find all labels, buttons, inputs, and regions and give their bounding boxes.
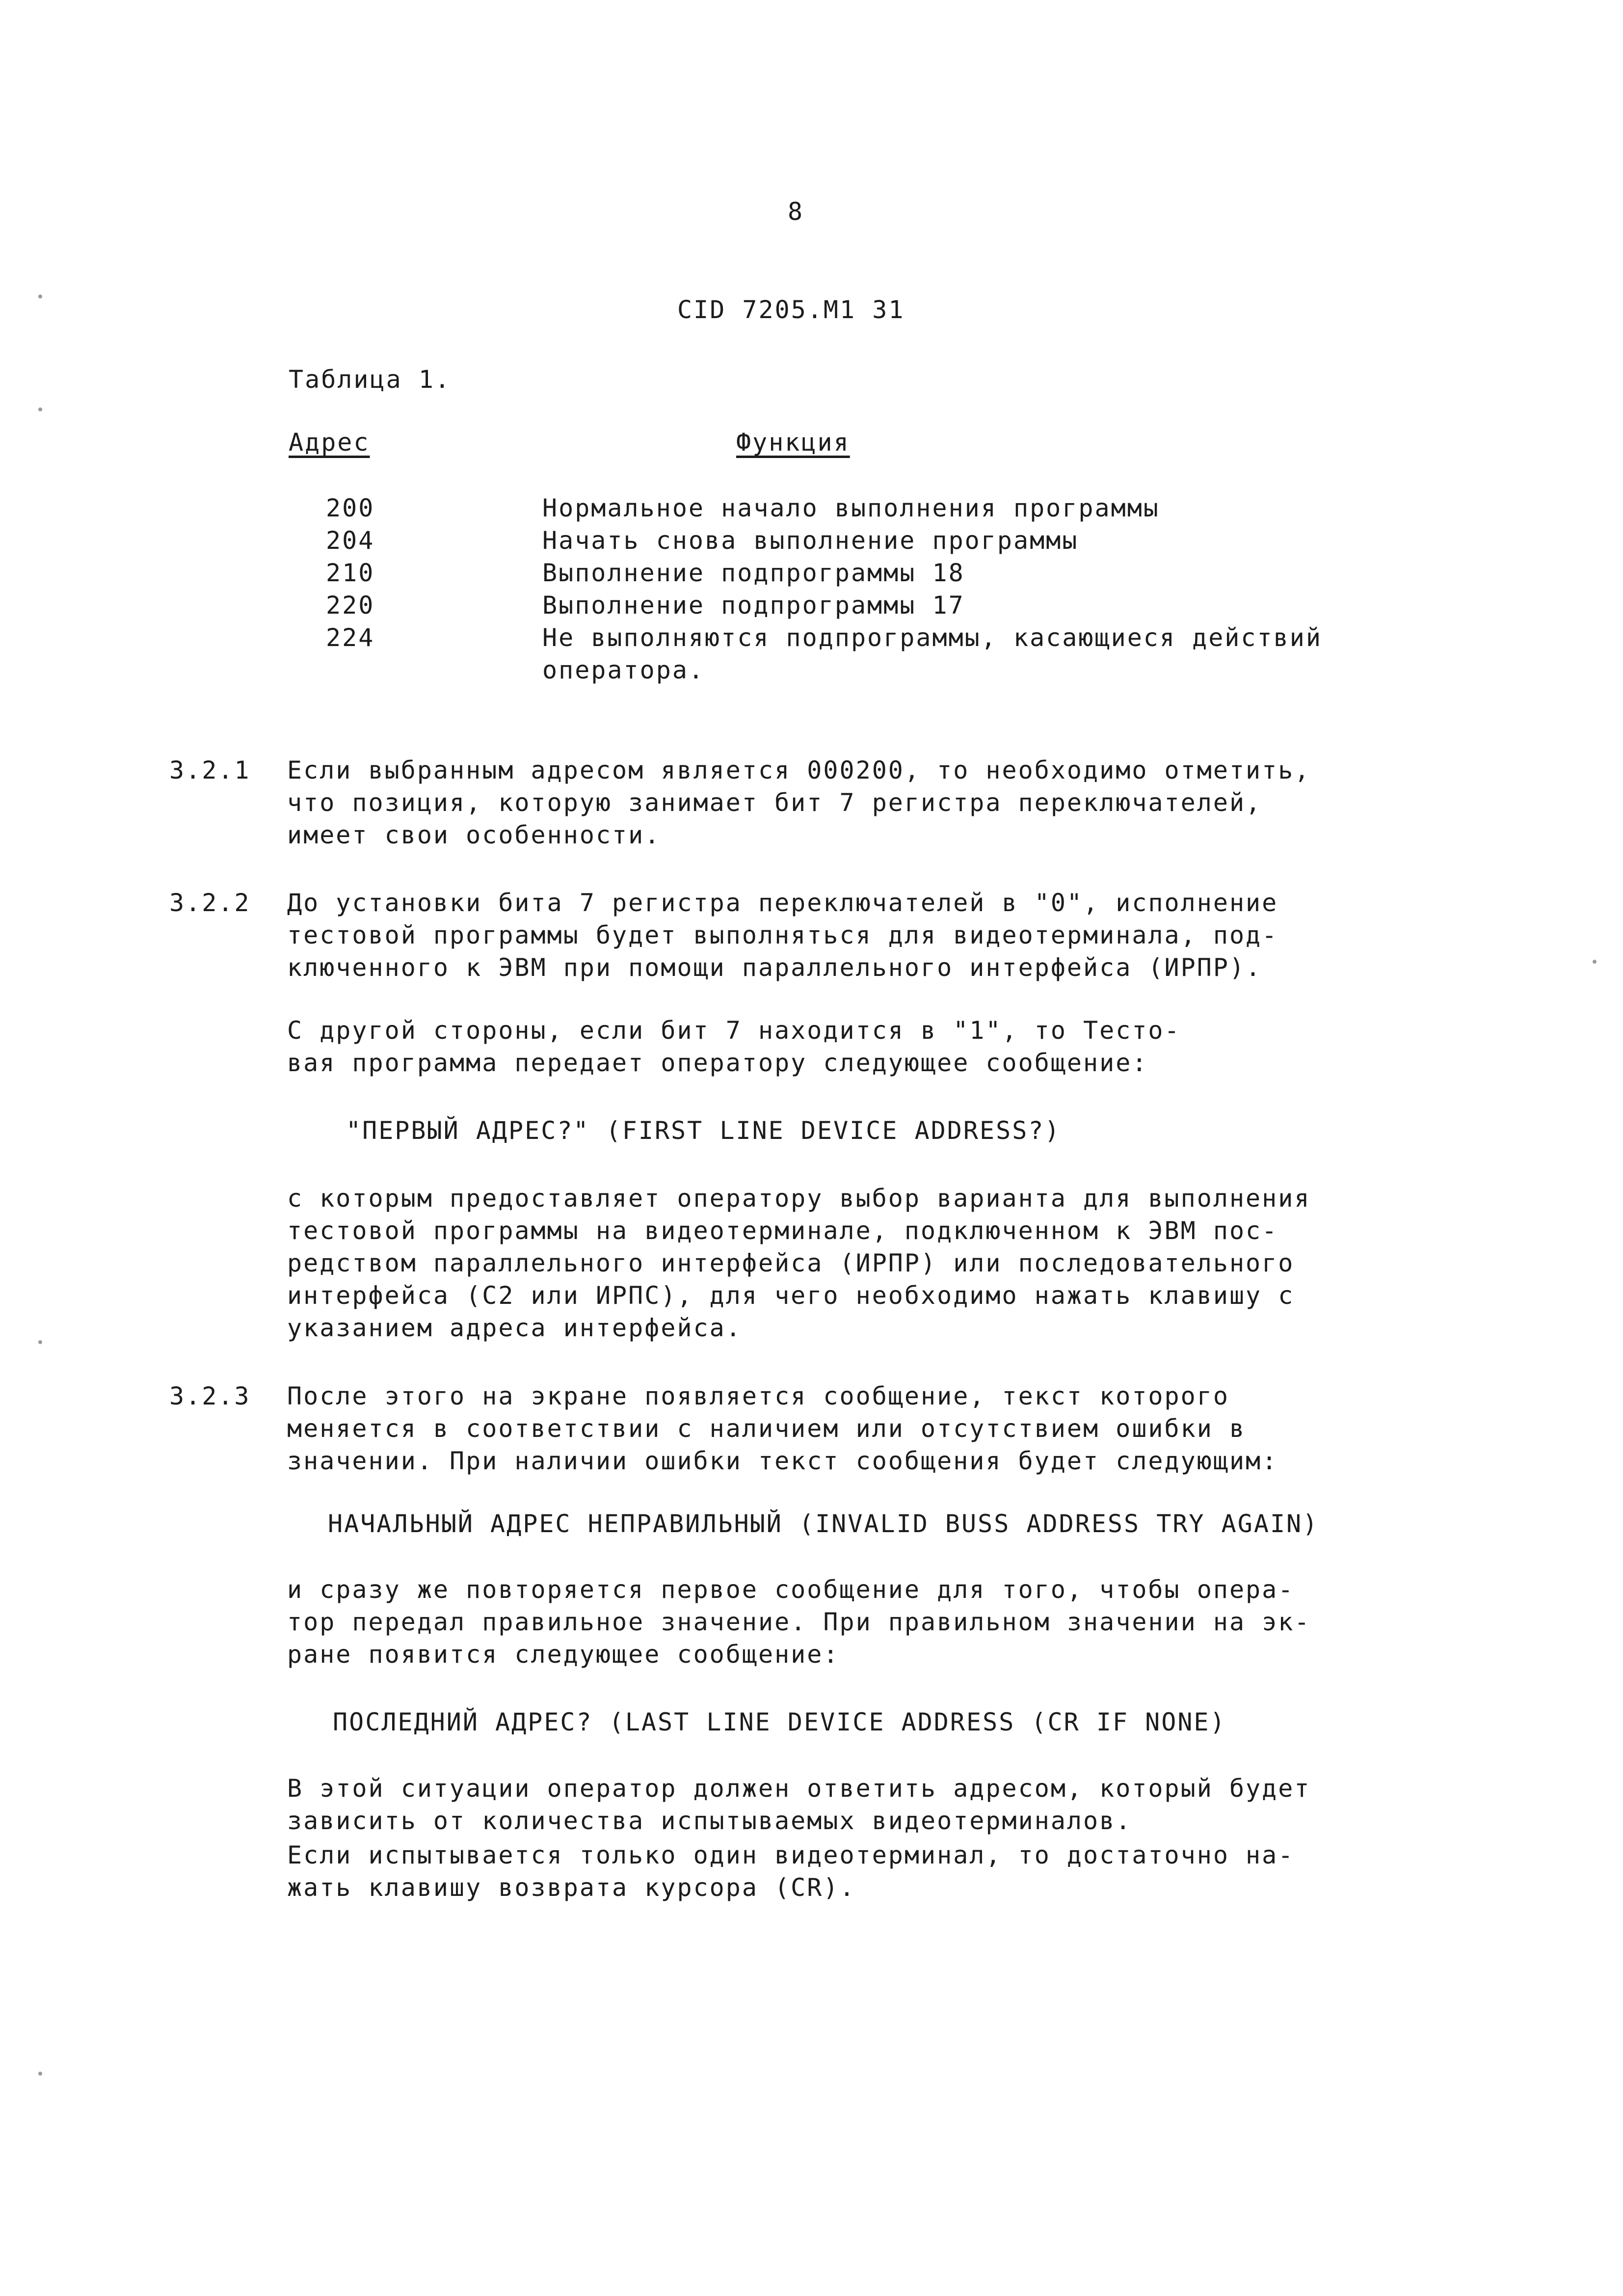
text-line: До установки бита 7 регистра переключателей в "0", исполнение [287,889,1278,917]
text-line: тестовой программы будет выполняться для видеотерминала, под- [287,921,1278,949]
column-header-address: Адрес [289,428,370,457]
text-line: меняется в соответствии с наличием или отсутствием ошибки в [287,1414,1246,1443]
table-row [0,524,1623,557]
row-address: 220 [326,591,375,620]
text-line: и сразу же повторяется первое сообщение для того, чтобы опера- [287,1575,1295,1604]
text-line: что позиция, которую занимает бит 7 регистра переключателей, [287,788,1262,817]
message-first-address: "ПЕРВЫЙ АДРЕС?" (FIRST LINE DEVICE ADDRESS?) [346,1116,1061,1145]
scan-speck [38,2072,42,2076]
paragraph-answer [287,1772,1310,1837]
table-row [0,589,1623,621]
section-3-2-3-number: 3.2.3 [169,1382,251,1410]
section-3-2-1-text [287,754,1310,851]
row-function: Выполнение подпрограммы 17 [542,591,965,620]
row-function: Нормальное начало выполнения программы [542,494,1160,522]
table-row [0,557,1623,589]
page-number: 8 [788,197,804,226]
section-3-2-3-text [287,1380,1278,1477]
text-line: тестовой программы на видеотерминале, подключенном к ЭВМ пос- [287,1216,1278,1245]
paragraph-single-terminal [287,1839,1294,1904]
scan-speck [38,407,42,411]
row-function-continued: оператора. [542,656,705,684]
text-line: Если испытывается только один видеотерминал, то достаточно на- [287,1841,1295,1869]
column-header-function: Функция [736,428,850,457]
row-function: Не выполняются подпрограммы, касающиеся действий [542,623,1322,652]
text-line: жать клавишу возврата курсора (CR). [287,1873,856,1902]
text-line: После этого на экране появляется сообщение, текст которого [287,1382,1229,1410]
text-line: В этой ситуации оператор должен ответить адресом, который будет [287,1774,1311,1803]
paragraph-other-side [287,1014,1181,1079]
paragraph-choice [287,1182,1310,1344]
table-caption: Таблица 1. [289,365,452,394]
section-3-2-2-number: 3.2.2 [169,889,251,917]
section-3-2-1-number: 3.2.1 [169,756,251,784]
section-3-2-2-text [287,887,1278,984]
scan-speck [38,295,42,298]
message-invalid-address: НАЧАЛЬНЫЙ АДРЕС НЕПРАВИЛЬНЫЙ (INVALID BUSS ADDRESS TRY AGAIN) [328,1510,1319,1538]
text-line: интерфейса (С2 или ИРПС), для чего необходимо нажать клавишу с [287,1281,1295,1310]
text-line: имеет свои особенности. [287,821,661,849]
table-row [0,492,1623,524]
text-line: Если выбранным адресом является 000200, то необходимо отметить, [287,756,1311,784]
row-address: 204 [326,526,375,555]
text-line: редством параллельного интерфейса (ИРПР) или последовательного [287,1249,1295,1277]
row-address: 210 [326,559,375,587]
text-line: значении. При наличии ошибки текст сообщения будет следующим: [287,1447,1278,1475]
text-line: зависить от количества испытываемых видеотерминалов. [287,1807,1132,1835]
text-line: ключенного к ЭВМ при помощи параллельного интерфейса (ИРПР). [287,953,1262,982]
document-header: CID 7205.M1 31 [677,296,905,324]
text-line: ране появится следующее сообщение: [287,1640,840,1669]
text-line: С другой стороны, если бит 7 находится в "1", то Тесто- [287,1016,1181,1045]
text-line: указанием адреса интерфейса. [287,1314,742,1342]
text-line: тор передал правильное значение. При правильном значении на эк- [287,1608,1311,1636]
table-row [0,621,1623,684]
paragraph-repeat [287,1573,1310,1671]
text-line: вая программа передает оператору следующее сообщение: [287,1049,1148,1077]
row-address: 200 [326,494,375,522]
scan-speck [1593,960,1596,964]
row-address: 224 [326,623,375,652]
text-line: с которым предоставляет оператору выбор варианта для выполнения [287,1184,1311,1213]
row-function: Выполнение подпрограммы 18 [542,559,965,587]
message-last-address: ПОСЛЕДНИЙ АДРЕС? (LAST LINE DEVICE ADDRESS (CR IF NONE) [333,1708,1226,1736]
row-function: Начать снова выполнение программы [542,526,1079,555]
scan-speck [38,1340,42,1344]
